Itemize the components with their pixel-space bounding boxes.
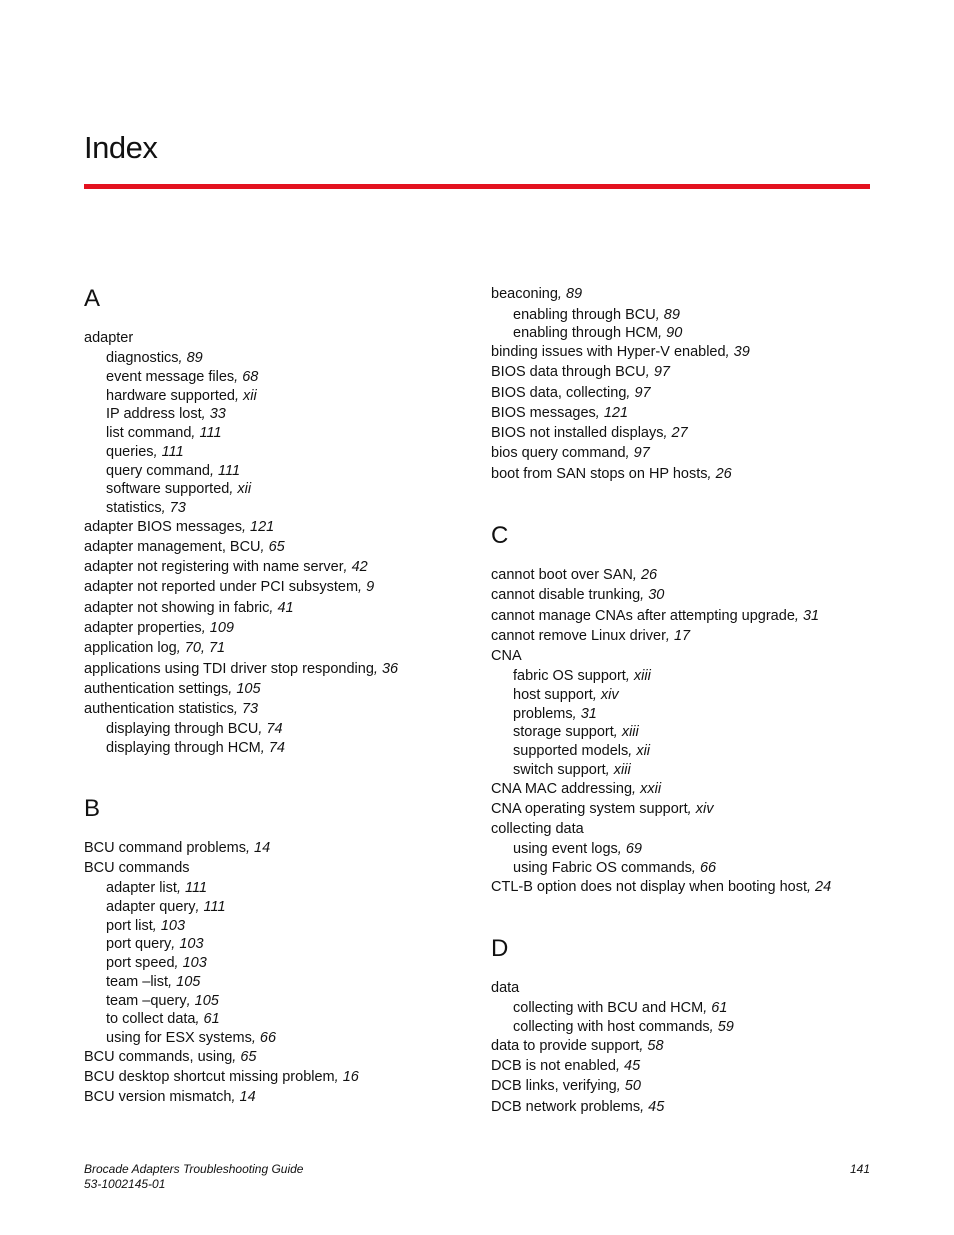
entry-term: BIOS messages bbox=[491, 405, 596, 421]
entry-page-link[interactable]: 111 bbox=[185, 880, 208, 896]
entry-page-link[interactable]: 111 bbox=[203, 899, 226, 915]
entry-term: port speed bbox=[106, 955, 175, 971]
page-title: Index bbox=[84, 130, 158, 165]
index-subentry-using-event-logs: using event logs, 69 bbox=[513, 841, 642, 857]
entry-term: adapter bbox=[84, 330, 134, 346]
entry-term: adapter not registering with name server bbox=[84, 559, 344, 575]
entry-page-link[interactable]: 105 bbox=[176, 974, 201, 990]
entry-term: adapter management, BCU bbox=[84, 539, 261, 555]
entry-page-link[interactable]: 111 bbox=[199, 425, 222, 441]
entry-page-link[interactable]: 45 bbox=[648, 1099, 665, 1115]
entry-term: statistics bbox=[106, 500, 162, 516]
entry-term: team –list bbox=[106, 974, 169, 990]
index-entry-application-log: application log, 70, 71 bbox=[84, 640, 226, 656]
index-entry-cannot-remove-linux-driver: cannot remove Linux driver, 17 bbox=[491, 628, 691, 644]
index-subentry-query-command: query command, 111 bbox=[106, 463, 241, 479]
index-subentry-adapter-list: adapter list, 111 bbox=[106, 880, 208, 896]
entry-page-link[interactable]: xii bbox=[636, 743, 651, 759]
index-entry-bcu-commands bbox=[84, 860, 190, 877]
entry-page-link[interactable]: 58 bbox=[647, 1038, 664, 1054]
section-letter-d: D bbox=[491, 935, 509, 962]
entry-term: cannot manage CNAs after attempting upgrade bbox=[491, 608, 795, 624]
index-subentry-port-list: port list, 103 bbox=[106, 918, 186, 934]
entry-term: DCB network problems bbox=[491, 1099, 641, 1115]
index-entry-data-to-provide-support: data to provide support, 58 bbox=[491, 1038, 664, 1054]
entry-term: storage support bbox=[513, 724, 614, 740]
entry-page-link[interactable]: 9 bbox=[366, 579, 375, 595]
entry-term: authentication settings bbox=[84, 681, 229, 697]
entry-page-link[interactable]: 66 bbox=[699, 860, 717, 876]
entry-term: authentication statistics bbox=[84, 701, 234, 717]
index-entry-applications-using-tdi-driver-stop-respo: applications using TDI driver stop responding, 36 bbox=[84, 661, 399, 677]
index-subentry-collecting-with-host-commands: collecting with host commands, 59 bbox=[513, 1019, 734, 1035]
index-entry-adapter-properties: adapter properties, 109 bbox=[84, 620, 234, 636]
index-subentry-diagnostics: diagnostics, 89 bbox=[106, 350, 203, 366]
index-entry-cna-operating-system-support: CNA operating system support, xiv bbox=[491, 801, 714, 817]
entry-page-link[interactable]: 61 bbox=[711, 1000, 728, 1016]
index-subentry-ip-address-lost: IP address lost, 33 bbox=[106, 406, 226, 422]
index-subentry-displaying-through-hcm: displaying through HCM, 74 bbox=[106, 740, 285, 756]
entry-term: bios query command bbox=[491, 445, 626, 461]
footer-doc-title: Brocade Adapters Troubleshooting Guide bbox=[84, 1162, 304, 1176]
index-subentry-problems: problems, 31 bbox=[513, 706, 597, 722]
index-entry-collecting-data bbox=[491, 821, 584, 838]
entry-page-link[interactable]: 14 bbox=[254, 840, 271, 856]
index-entry-bcu-commands-using: BCU commands, using, 65 bbox=[84, 1049, 257, 1065]
entry-term: enabling through BCU bbox=[513, 307, 656, 323]
entry-page-link[interactable]: 90 bbox=[666, 325, 683, 341]
index-entry-authentication-statistics: authentication statistics, 73 bbox=[84, 701, 259, 717]
entry-term: applications using TDI driver stop responding bbox=[84, 661, 374, 677]
footer-doc-number: 53-1002145-01 bbox=[84, 1177, 166, 1191]
entry-term: software supported bbox=[106, 481, 230, 497]
entry-term: collecting with host commands bbox=[513, 1019, 710, 1035]
index-subentry-queries: queries, 111 bbox=[106, 444, 184, 460]
index-entry-bios-query-command: bios query command, 97 bbox=[491, 445, 650, 461]
entry-page-link[interactable]: 16 bbox=[342, 1069, 359, 1085]
index-entry-adapter-not-registering-with-name-server: adapter not registering with name server, 42 bbox=[84, 559, 368, 575]
entry-term: to collect data bbox=[106, 1011, 196, 1027]
index-entry-boot-from-san-stops-on-hp-hosts: boot from SAN stops on HP hosts, 26 bbox=[491, 466, 732, 482]
entry-term: collecting data bbox=[491, 821, 584, 837]
entry-page-link[interactable]: 41 bbox=[277, 600, 294, 616]
entry-term: boot from SAN stops on HP hosts bbox=[491, 466, 708, 482]
index-entry-authentication-settings: authentication settings, 105 bbox=[84, 681, 261, 697]
entry-term: BIOS data, collecting bbox=[491, 385, 627, 401]
entry-page-link[interactable]: 61 bbox=[203, 1011, 220, 1027]
index-entry-cannot-disable-trunking: cannot disable trunking, 30 bbox=[491, 587, 665, 603]
entry-term: CNA operating system support bbox=[491, 801, 688, 817]
entry-page-link[interactable]: 45 bbox=[624, 1058, 641, 1074]
entry-page-link[interactable]: 111 bbox=[161, 444, 184, 460]
entry-term: problems bbox=[513, 706, 573, 722]
entry-term: collecting with BCU and HCM bbox=[513, 1000, 704, 1016]
entry-page-link[interactable]: xiii bbox=[613, 762, 631, 778]
index-entry-data bbox=[491, 980, 519, 997]
entry-page-link[interactable]: 26 bbox=[715, 466, 732, 482]
entry-page-link[interactable]: 121 bbox=[250, 519, 275, 535]
entry-term: adapter properties bbox=[84, 620, 202, 636]
entry-term: adapter query bbox=[106, 899, 196, 915]
entry-term: CNA bbox=[491, 648, 522, 664]
entry-term: BCU command problems bbox=[84, 840, 246, 856]
index-entry-bios-messages: BIOS messages, 121 bbox=[491, 405, 629, 421]
index-subentry-supported-models: supported models, xii bbox=[513, 743, 651, 759]
index-subentry-port-query: port query, 103 bbox=[106, 936, 204, 952]
index-entry-bcu-command-problems: BCU command problems, 14 bbox=[84, 840, 271, 856]
entry-term: DCB links, verifying bbox=[491, 1078, 617, 1094]
index-entry-adapter-management-bcu: adapter management, BCU, 65 bbox=[84, 539, 285, 555]
title-rule bbox=[84, 184, 870, 189]
index-entry-bcu-desktop-shortcut-missing-problem: BCU desktop shortcut missing problem, 16 bbox=[84, 1069, 359, 1085]
section-letter-b: B bbox=[84, 795, 101, 822]
entry-page-link[interactable]: 97 bbox=[633, 445, 650, 461]
entry-term: CTL-B option does not display when booting host bbox=[491, 879, 807, 895]
entry-term: using Fabric OS commands bbox=[513, 860, 692, 876]
entry-term: binding issues with Hyper-V enabled bbox=[491, 344, 726, 360]
entry-page-link[interactable]: 59 bbox=[717, 1019, 734, 1035]
index-subentry-enabling-through-hcm: enabling through HCM, 90 bbox=[513, 325, 683, 341]
entry-page-link[interactable]: 17 bbox=[673, 628, 691, 644]
entry-page-link[interactable]: 103 bbox=[160, 918, 186, 934]
index-subentry-list-command: list command, 111 bbox=[106, 425, 222, 441]
entry-page-link[interactable]: 50 bbox=[624, 1078, 641, 1094]
entry-page-link[interactable]: 31 bbox=[802, 608, 820, 624]
index-entry-adapter-not-showing-in-fabric: adapter not showing in fabric, 41 bbox=[84, 600, 294, 616]
index-subentry-using-fabric-os-commands: using Fabric OS commands, 66 bbox=[513, 860, 717, 876]
entry-page-link[interactable]: xiii bbox=[633, 668, 651, 684]
entry-term: BCU version mismatch bbox=[84, 1089, 232, 1105]
footer-left bbox=[84, 1162, 303, 1192]
entry-term: cannot remove Linux driver bbox=[491, 628, 666, 644]
entry-page-link[interactable]: 70, 71 bbox=[184, 640, 226, 656]
entry-page-link[interactable]: xxii bbox=[640, 781, 662, 797]
index-entry-bios-data-through-bcu: BIOS data through BCU, 97 bbox=[491, 364, 670, 380]
entry-term: displaying through HCM bbox=[106, 740, 261, 756]
index-subentry-event-message-files: event message files, 68 bbox=[106, 369, 259, 385]
index-entry-bios-data-collecting: BIOS data, collecting, 97 bbox=[491, 385, 651, 401]
entry-term: CNA MAC addressing bbox=[491, 781, 633, 797]
index-subentry-software-supported: software supported, xii bbox=[106, 481, 252, 497]
entry-page-link[interactable]: 65 bbox=[268, 539, 285, 555]
entry-term: supported models bbox=[513, 743, 629, 759]
entry-term: cannot disable trunking bbox=[491, 587, 641, 603]
entry-term: switch support bbox=[513, 762, 606, 778]
index-subentry-to-collect-data: to collect data, 61 bbox=[106, 1011, 220, 1027]
index-subentry-adapter-query: adapter query, 111 bbox=[106, 899, 226, 915]
entry-term: using event logs bbox=[513, 841, 618, 857]
entry-term: displaying through BCU bbox=[106, 721, 259, 737]
index-subentry-storage-support: storage support, xiii bbox=[513, 724, 639, 740]
index-subentry-hardware-supported: hardware supported, xii bbox=[106, 388, 257, 404]
entry-page-link[interactable]: 105 bbox=[194, 993, 219, 1009]
entry-term: application log bbox=[84, 640, 177, 656]
entry-term: diagnostics bbox=[106, 350, 179, 366]
entry-term: adapter not showing in fabric bbox=[84, 600, 270, 616]
entry-page-link[interactable]: 121 bbox=[603, 405, 629, 421]
entry-term: adapter not reported under PCI subsystem bbox=[84, 579, 359, 595]
entry-term: list command bbox=[106, 425, 192, 441]
entry-term: using for ESX systems bbox=[106, 1030, 252, 1046]
entry-page-link[interactable]: 109 bbox=[209, 620, 234, 636]
index-entry-adapter-bios-messages: adapter BIOS messages, 121 bbox=[84, 519, 275, 535]
index-subentry-team-list: team –list, 105 bbox=[106, 974, 201, 990]
index-subentry-switch-support: switch support, xiii bbox=[513, 762, 631, 778]
index-subentry-collecting-with-bcu-and-hcm: collecting with BCU and HCM, 61 bbox=[513, 1000, 728, 1016]
entry-term: adapter BIOS messages bbox=[84, 519, 242, 535]
entry-page-link[interactable]: xiv bbox=[600, 687, 619, 703]
entry-term: fabric OS support bbox=[513, 668, 626, 684]
entry-term: hardware supported bbox=[106, 388, 235, 404]
entry-page-link[interactable]: 39 bbox=[733, 344, 750, 360]
entry-page-link[interactable]: 73 bbox=[241, 701, 259, 717]
entry-term: team –query bbox=[106, 993, 187, 1009]
index-entry-ctl-b-option-does-not-display-when-booti: CTL-B option does not display when booting host, 24 bbox=[491, 879, 832, 895]
index-entry-bcu-version-mismatch: BCU version mismatch, 14 bbox=[84, 1089, 256, 1105]
entry-page-link[interactable]: 74 bbox=[266, 721, 283, 737]
index-subentry-host-support: host support, xiv bbox=[513, 687, 619, 703]
index-subentry-using-for-esx-systems: using for ESX systems, 66 bbox=[106, 1030, 277, 1046]
entry-page-link[interactable]: 24 bbox=[815, 879, 832, 895]
entry-page-link[interactable]: 66 bbox=[259, 1030, 277, 1046]
entry-page-link[interactable]: 68 bbox=[242, 369, 259, 385]
index-subentry-fabric-os-support: fabric OS support, xiii bbox=[513, 668, 651, 684]
entry-page-link[interactable]: 111 bbox=[218, 463, 241, 479]
entry-term: BCU desktop shortcut missing problem bbox=[84, 1069, 335, 1085]
entry-term: IP address lost bbox=[106, 406, 202, 422]
index-subentry-port-speed: port speed, 103 bbox=[106, 955, 207, 971]
entry-page-link[interactable]: 31 bbox=[580, 706, 597, 722]
entry-page-link[interactable]: 89 bbox=[663, 307, 680, 323]
entry-page-link[interactable]: xiii bbox=[621, 724, 639, 740]
index-entry-adapter bbox=[84, 330, 133, 347]
index-entry-cna bbox=[491, 648, 522, 665]
index-entry-dcb-links-verifying: DCB links, verifying, 50 bbox=[491, 1078, 641, 1094]
entry-page-link[interactable]: 65 bbox=[240, 1049, 257, 1065]
entry-term: DCB is not enabled bbox=[491, 1058, 616, 1074]
index-entry-adapter-not-reported-under-pci-subsystem: adapter not reported under PCI subsystem, 9 bbox=[84, 579, 375, 595]
entry-term: cannot boot over SAN bbox=[491, 567, 633, 583]
index-subentry-enabling-through-bcu: enabling through BCU, 89 bbox=[513, 307, 680, 323]
entry-term: enabling through HCM bbox=[513, 325, 659, 341]
entry-page-link[interactable]: xii bbox=[243, 388, 257, 404]
entry-term: BIOS data through BCU bbox=[491, 364, 646, 380]
entry-term: data to provide support bbox=[491, 1038, 640, 1054]
entry-term: queries bbox=[106, 444, 154, 460]
index-entry-bios-not-installed-displays: BIOS not installed displays, 27 bbox=[491, 425, 688, 441]
entry-term: port query bbox=[106, 936, 172, 952]
entry-page-link[interactable]: 97 bbox=[653, 364, 670, 380]
entry-page-link[interactable]: 14 bbox=[239, 1089, 256, 1105]
entry-term: port list bbox=[106, 918, 153, 934]
entry-term: query command bbox=[106, 463, 210, 479]
entry-term: data bbox=[491, 980, 520, 996]
entry-page-link[interactable]: 89 bbox=[565, 286, 583, 302]
index-entry-beaconing: beaconing, 89 bbox=[491, 286, 583, 302]
entry-term: BCU commands, using bbox=[84, 1049, 233, 1065]
entry-page-link[interactable]: 42 bbox=[351, 559, 368, 575]
index-entry-cna-mac-addressing: CNA MAC addressing, xxii bbox=[491, 781, 662, 797]
index-entry-cannot-boot-over-san: cannot boot over SAN, 26 bbox=[491, 567, 658, 583]
entry-term: adapter list bbox=[106, 880, 177, 896]
entry-page-link[interactable]: 89 bbox=[186, 350, 203, 366]
entry-term: beaconing bbox=[491, 286, 558, 302]
entry-page-link[interactable]: 103 bbox=[182, 955, 207, 971]
index-subentry-team-query: team –query, 105 bbox=[106, 993, 219, 1009]
entry-page-link[interactable]: 30 bbox=[648, 587, 665, 603]
entry-term: BCU commands bbox=[84, 860, 190, 876]
entry-page-link[interactable]: 103 bbox=[179, 936, 204, 952]
entry-page-link[interactable]: 97 bbox=[634, 385, 651, 401]
index-entry-dcb-is-not-enabled: DCB is not enabled, 45 bbox=[491, 1058, 641, 1074]
entry-page-link[interactable]: 36 bbox=[381, 661, 399, 677]
index-subentry-statistics: statistics, 73 bbox=[106, 500, 186, 516]
index-entry-cannot-manage-cnas-after-attempting-upgr: cannot manage CNAs after attempting upgrade, 31 bbox=[491, 608, 820, 624]
entry-page-link[interactable]: xii bbox=[237, 481, 252, 497]
entry-page-link[interactable]: xiv bbox=[695, 801, 714, 817]
entry-page-link[interactable]: 105 bbox=[236, 681, 261, 697]
entry-page-link[interactable]: 69 bbox=[625, 841, 642, 857]
entry-term: event message files bbox=[106, 369, 235, 385]
index-entry-binding-issues-with-hyper-v-enabled: binding issues with Hyper-V enabled, 39 bbox=[491, 344, 750, 360]
section-letter-a: A bbox=[84, 285, 101, 312]
index-entry-dcb-network-problems: DCB network problems, 45 bbox=[491, 1099, 665, 1115]
entry-page-link[interactable]: 73 bbox=[169, 500, 186, 516]
entry-term: host support bbox=[513, 687, 593, 703]
entry-page-link[interactable]: 33 bbox=[209, 406, 226, 422]
section-letter-c: C bbox=[491, 522, 509, 549]
entry-page-link[interactable]: 27 bbox=[671, 425, 688, 441]
entry-term: BIOS not installed displays bbox=[491, 425, 664, 441]
index-subentry-displaying-through-bcu: displaying through BCU, 74 bbox=[106, 721, 283, 737]
entry-page-link[interactable]: 74 bbox=[268, 740, 285, 756]
footer-page-number: 141 bbox=[849, 1162, 870, 1176]
entry-page-link[interactable]: 26 bbox=[640, 567, 658, 583]
